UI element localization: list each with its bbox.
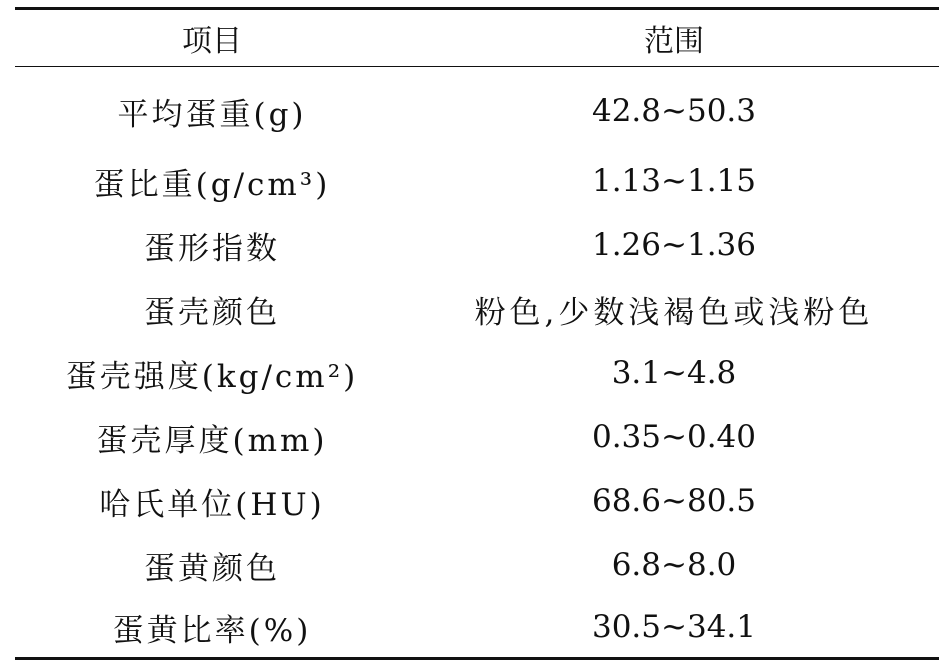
table-header [15,9,939,67]
item-cell: 蛋壳强度(kg/cm²) [65,358,359,395]
table-row [15,341,939,405]
item-cell: 蛋黄比率(%) [15,597,409,659]
table-body [15,67,939,659]
header-row [15,9,939,67]
range-cell: 0.35~0.40 [591,419,757,455]
range-cell: 6.8~8.0 [611,547,737,583]
table-row [15,469,939,533]
table-row [15,597,939,659]
item-cell: 平均蛋重(g) [117,96,307,133]
item-cell: 蛋比重(g/cm³) [93,166,331,203]
item-cell: 哈氏单位(HU) [99,486,325,523]
header-item: 项目 [15,9,409,67]
item-cell: 蛋壳厚度(mm) [96,422,328,459]
item-cell: 蛋形指数 [144,230,280,267]
range-cell: 68.6~80.5 [591,483,757,519]
range-cell: 1.26~1.36 [591,227,757,263]
table-row [15,533,939,597]
table-row [15,277,939,341]
data-table [15,7,939,660]
header-range: 范围 [409,9,939,67]
range-cell: 1.13~1.15 [591,163,757,199]
table-row [15,149,939,213]
item-cell: 蛋壳颜色 [144,294,280,331]
range-cell: 30.5~34.1 [409,597,939,659]
range-cell: 粉色,少数浅褐色或浅粉色 [474,294,874,331]
range-cell: 42.8~50.3 [591,93,757,129]
table-row [15,213,939,277]
range-cell: 3.1~4.8 [611,355,737,391]
item-cell: 蛋黄颜色 [144,550,280,587]
table-row [15,405,939,469]
table-row [15,67,939,150]
